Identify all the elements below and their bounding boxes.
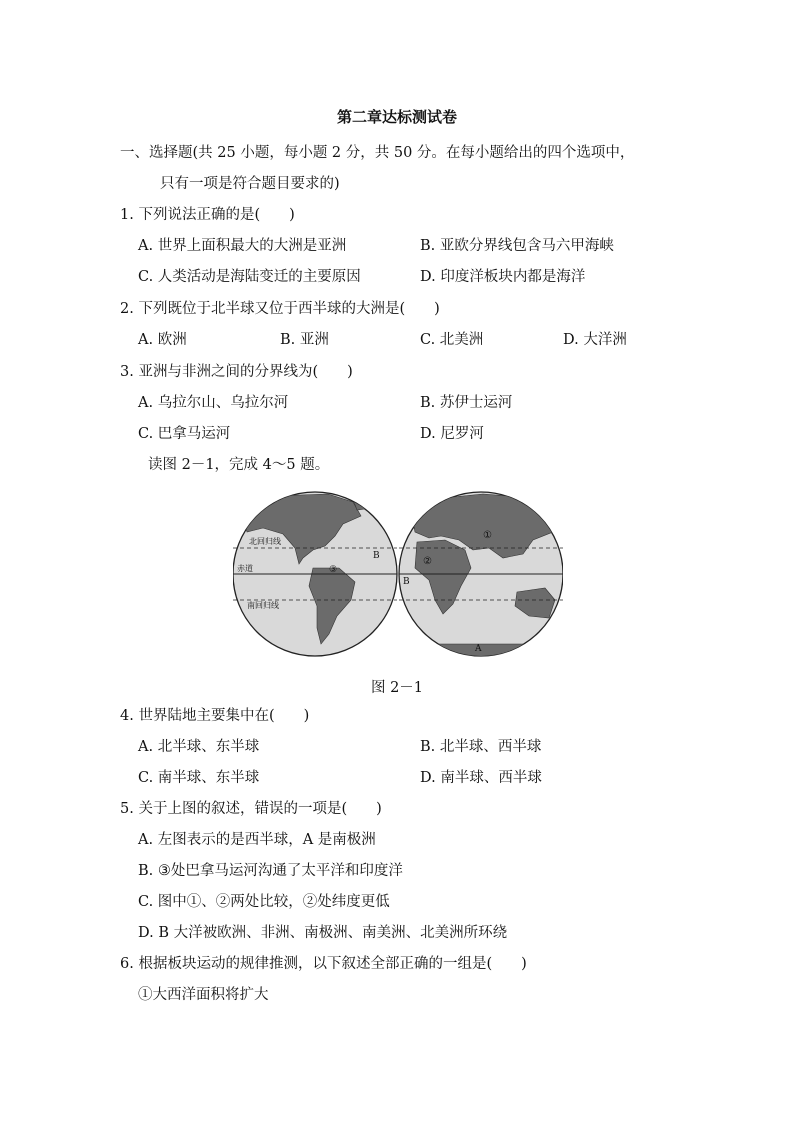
- question-6-stem: 6. 根据板块运动的规律推测，以下叙述全部正确的一组是( ): [120, 956, 527, 972]
- question-4-stem: 4. 世界陆地主要集中在( ): [120, 708, 310, 724]
- figure-caption: 图 2－1: [370, 680, 424, 696]
- section-heading: 一、选择题(共 25 小题，每小题 2 分，共 50 分。在每小题给出的四个选项中，: [120, 145, 635, 161]
- question-2-option-a: A. 欧洲: [138, 332, 187, 348]
- question-1-option-a: A. 世界上面积最大的大洲是亚洲: [138, 238, 347, 254]
- label-circle-3: ③: [329, 565, 338, 575]
- question-3-option-b: B. 苏伊士运河: [420, 395, 513, 411]
- question-1-option-b: B. 亚欧分界线包含马六甲海峡: [420, 238, 614, 254]
- question-2-stem: 2. 下列既位于北半球又位于西半球的大洲是( ): [120, 301, 440, 317]
- question-1-option-c: C. 人类活动是海陆变迁的主要原因: [138, 269, 361, 285]
- read-figure-instruction: 读图 2－1，完成 4～5 题。: [148, 457, 330, 473]
- question-5-option-a: A. 左图表示的是西半球，A 是南极洲: [138, 832, 376, 848]
- label-a: A: [475, 644, 482, 654]
- question-4-option-d: D. 南半球、西半球: [420, 770, 542, 786]
- label-circle-1: ①: [483, 530, 492, 541]
- question-3-option-c: C. 巴拿马运河: [138, 426, 231, 442]
- western-hemisphere: [233, 492, 397, 656]
- label-circle-2: ②: [423, 556, 432, 567]
- question-1-option-d: D. 印度洋板块内都是海洋: [420, 269, 586, 285]
- question-5-option-d: D. B 大洋被欧洲、非洲、南极洲、南美洲、北美洲所环绕: [138, 925, 508, 941]
- label-equator: 赤道: [237, 564, 253, 573]
- question-3-option-d: D. 尼罗河: [420, 426, 484, 442]
- question-2-option-c: C. 北美洲: [420, 332, 484, 348]
- label-tropic-south: 南回归线: [247, 601, 279, 610]
- question-5-stem: 5. 关于上图的叙述，错误的一项是( ): [120, 801, 382, 817]
- question-6-item-1: ①大西洋面积将扩大: [138, 987, 269, 1003]
- page-title: 第二章达标测试卷: [336, 108, 457, 126]
- question-2-option-d: D. 大洋洲: [563, 332, 627, 348]
- question-2-option-b: B. 亚洲: [280, 332, 329, 348]
- label-b-right: B: [403, 577, 410, 587]
- question-4-option-c: C. 南半球、东半球: [138, 770, 260, 786]
- question-5-option-c: C. 图中①、②两处比较，②处纬度更低: [138, 894, 390, 910]
- question-3-stem: 3. 亚洲与非洲之间的分界线为( ): [120, 364, 353, 380]
- section-heading-cont: 只有一项是符合题目要求的): [160, 176, 340, 192]
- label-tropic-north: 北回归线: [249, 537, 281, 546]
- question-5-option-b: B. ③处巴拿马运河沟通了太平洋和印度洋: [138, 863, 403, 879]
- question-3-option-a: A. 乌拉尔山、乌拉尔河: [138, 395, 289, 411]
- eastern-hemisphere: [399, 492, 563, 660]
- question-4-option-a: A. 北半球、东半球: [138, 739, 260, 755]
- label-b-left: B: [373, 551, 380, 561]
- question-4-option-b: B. 北半球、西半球: [420, 739, 542, 755]
- hemisphere-map: [233, 488, 563, 660]
- question-1-stem: 1. 下列说法正确的是( ): [120, 207, 295, 223]
